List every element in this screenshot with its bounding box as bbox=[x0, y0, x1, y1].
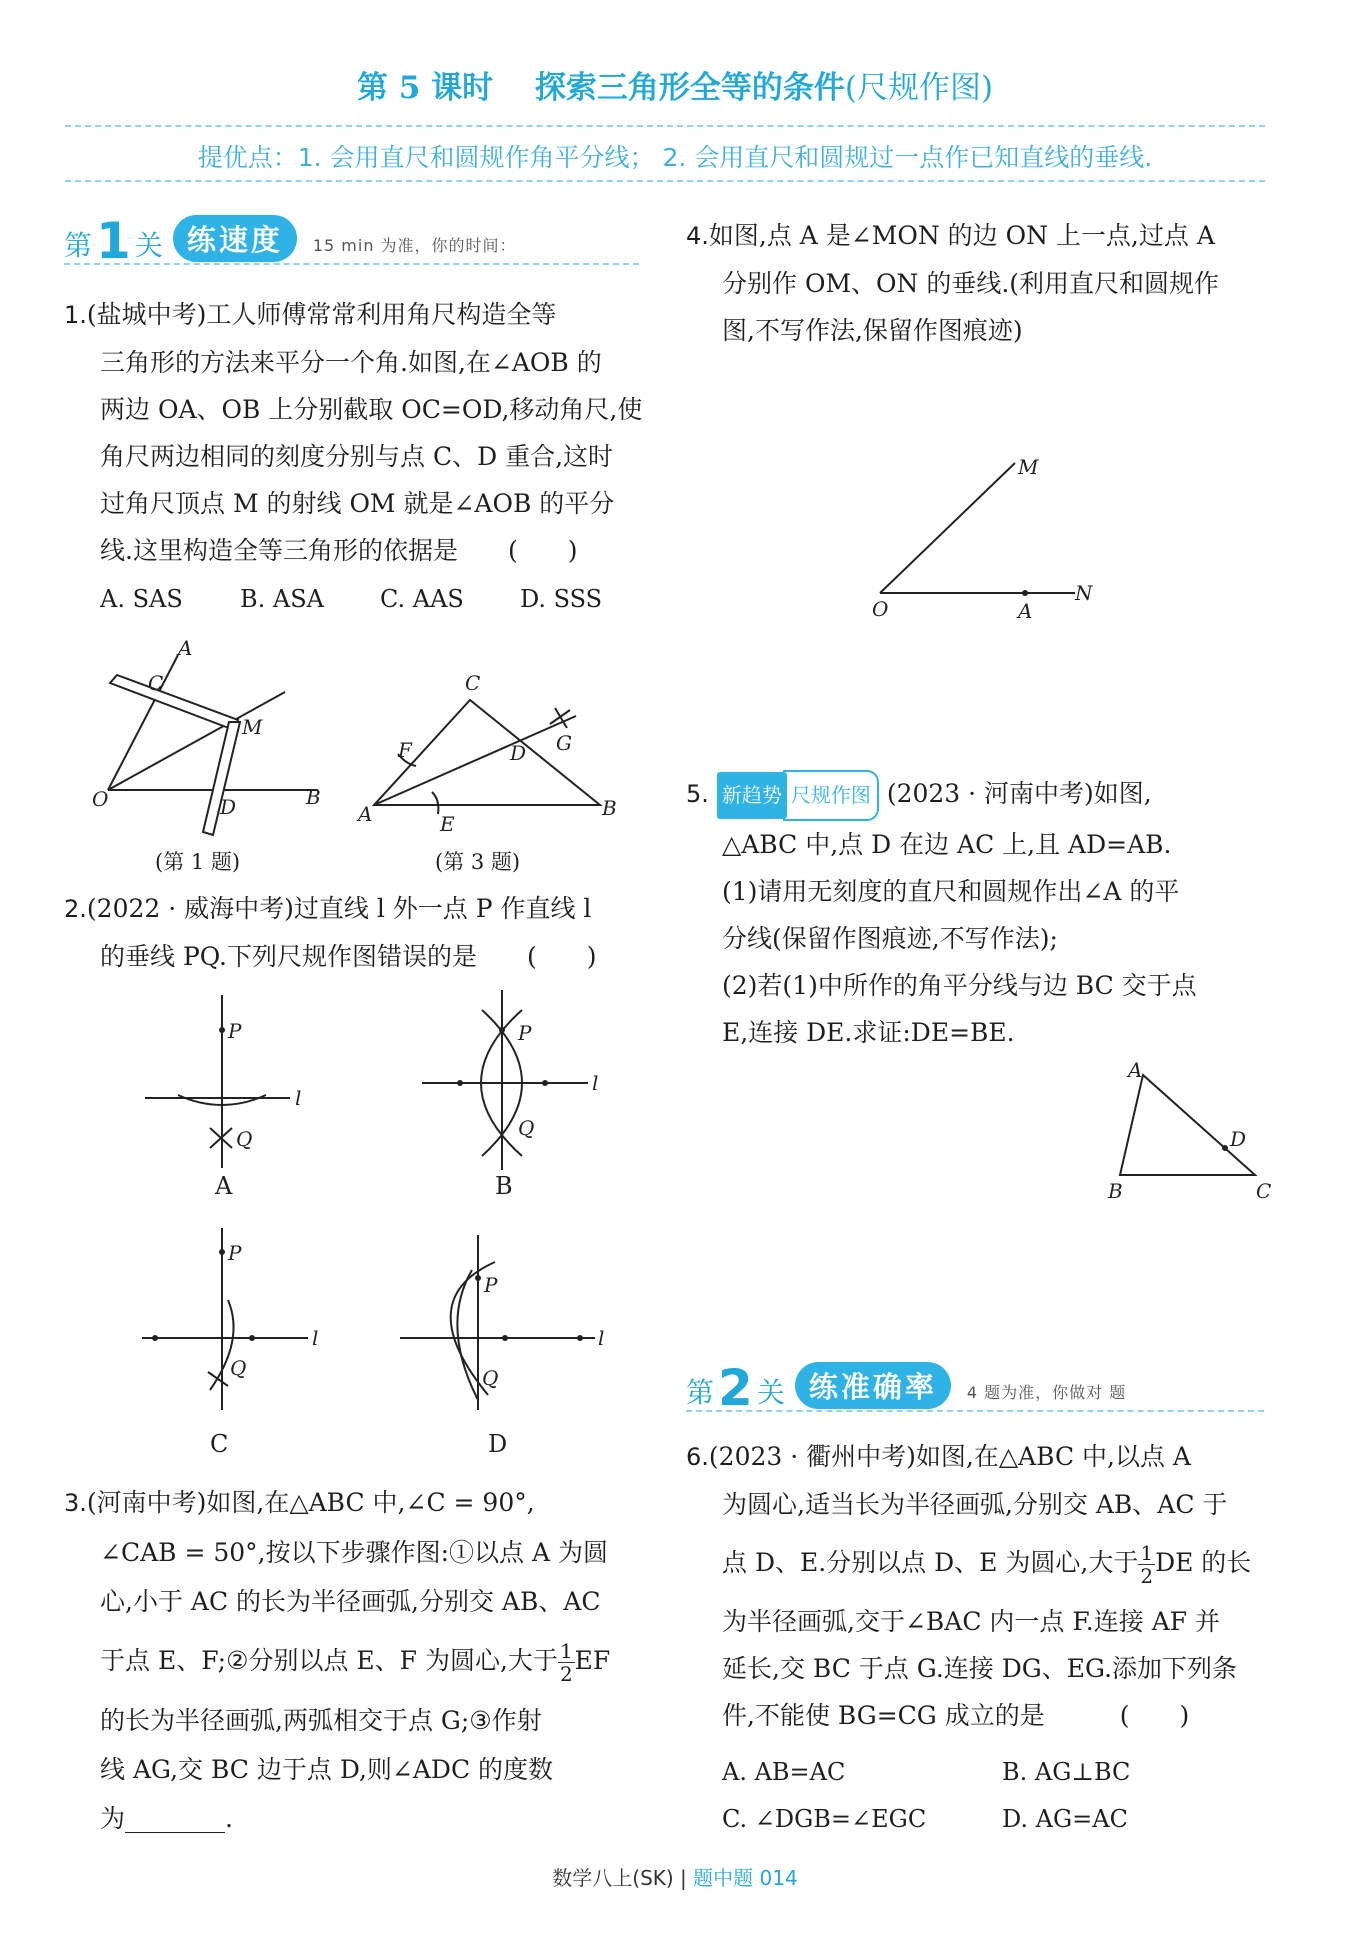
svg-text:M: M bbox=[1018, 455, 1039, 479]
svg-text:G: G bbox=[556, 731, 572, 755]
option-a[interactable]: A. SAS bbox=[100, 585, 183, 613]
svg-text:B: B bbox=[602, 796, 617, 820]
question-text-line: (盐城中考)工人师傅常常利用角尺构造全等 bbox=[86, 300, 557, 329]
text-segment: 于点 E、F;②分别以点 E、F 为圆心,大于 bbox=[100, 1646, 558, 1675]
option-d-label[interactable]: D bbox=[488, 1430, 508, 1458]
question-text-line: 如图,点 A 是∠MON 的边 ON 上一点,过点 A bbox=[708, 221, 1215, 250]
section-pill: 练准确率 bbox=[795, 1362, 951, 1409]
lesson-topic: 探索三角形全等的条件 bbox=[534, 70, 845, 106]
option-a[interactable]: A. AB=AC bbox=[722, 1758, 846, 1786]
text-segment: 点 D、E.分别以点 D、E 为圆心,大于 bbox=[722, 1548, 1139, 1577]
question-text-line: ∠CAB = 50°,按以下步骤作图:①以点 A 为圆 bbox=[100, 1538, 608, 1567]
svg-text:C: C bbox=[148, 671, 164, 695]
svg-text:P: P bbox=[228, 1241, 242, 1265]
question-text-line: (1)请用无刻度的直尺和圆规作出∠A 的平 bbox=[722, 877, 1180, 906]
lesson-number: 第 5 课时 bbox=[356, 70, 494, 106]
svg-text:P: P bbox=[484, 1273, 498, 1297]
fraction-denominator: 2 bbox=[559, 1662, 573, 1686]
option-c[interactable]: C. AAS bbox=[380, 585, 464, 613]
section-time-note: 15 min 为准，你的时间： bbox=[312, 236, 517, 255]
svg-text:l: l bbox=[598, 1326, 605, 1350]
svg-text:C: C bbox=[465, 671, 481, 695]
header-divider-top bbox=[65, 125, 1265, 127]
page-number: 014 bbox=[759, 1866, 798, 1890]
question-text-line: (2023 · 河南中考)如图, bbox=[886, 779, 1152, 808]
svg-text:A: A bbox=[1128, 1058, 1143, 1082]
question-text-line: 的长为半径画弧,两弧相交于点 G;③作射 bbox=[100, 1706, 542, 1735]
section-score-note: 4 题为准，你做对 题 bbox=[966, 1383, 1127, 1402]
question-text-line: (2022 · 威海中考)过直线 l 外一点 P 作直线 l bbox=[86, 894, 592, 923]
question-number: 3. bbox=[64, 1489, 87, 1517]
page-title bbox=[0, 62, 1350, 107]
svg-text:D: D bbox=[510, 741, 527, 765]
svg-text:F: F bbox=[398, 738, 412, 762]
question-text-line: 心,小于 AC 的长为半径画弧,分别交 AB、AC bbox=[100, 1587, 601, 1616]
question-text-line: 的垂线 PQ.下列尺规作图错误的是 ( ) bbox=[100, 942, 597, 971]
section-number: 1 bbox=[96, 212, 131, 270]
question-text-line: 件,不能使 BG=CG 成立的是 ( ) bbox=[722, 1701, 1190, 1730]
question-text-line: 线 AG,交 BC 边于点 D,则∠ADC 的度数 bbox=[100, 1755, 554, 1784]
fraction-half bbox=[1138, 1542, 1155, 1587]
question-text-line: 两边 OA、OB 上分别截取 OC=OD,移动角尺,使 bbox=[100, 395, 643, 424]
option-b[interactable]: B. ASA bbox=[240, 585, 324, 613]
question-number: 4. bbox=[686, 222, 709, 250]
question-number: 1. bbox=[64, 301, 87, 329]
fraction-numerator: 1 bbox=[559, 1639, 573, 1663]
svg-text:Q: Q bbox=[482, 1366, 499, 1390]
figure-3-caption: (第 3 题) bbox=[435, 850, 521, 874]
text-segment: DE 的长 bbox=[1155, 1548, 1252, 1577]
section-di: 第 bbox=[686, 1376, 715, 1409]
question-5 bbox=[686, 770, 1286, 1056]
section-2-header bbox=[686, 1359, 1127, 1417]
svg-text:D: D bbox=[1230, 1127, 1247, 1151]
question-number: 2. bbox=[64, 895, 87, 923]
question-2 bbox=[64, 885, 664, 980]
brand-name: 题中题 bbox=[693, 1866, 754, 1890]
section-pill: 练速度 bbox=[173, 215, 297, 262]
svg-text:Q: Q bbox=[230, 1356, 247, 1380]
question-number: 5. bbox=[686, 780, 709, 808]
book-name: 数学八上(SK) bbox=[552, 1866, 674, 1890]
question-text-line: E,连接 DE.求证:DE=BE. bbox=[722, 1018, 1015, 1047]
option-d[interactable]: D. AG=AC bbox=[1002, 1805, 1128, 1833]
svg-text:Q: Q bbox=[518, 1116, 535, 1140]
svg-text:A: A bbox=[178, 636, 193, 660]
svg-text:P: P bbox=[518, 1021, 532, 1045]
question-text-line: 为圆心,适当长为半径画弧,分别交 AB、AC 于 bbox=[722, 1490, 1228, 1519]
lesson-topic-paren: (尺规作图) bbox=[844, 70, 994, 106]
svg-text:N: N bbox=[1075, 581, 1093, 605]
question-text-line: 分别作 OM、ON 的垂线.(利用直尺和圆规作 bbox=[722, 269, 1220, 298]
option-c-label[interactable]: C bbox=[210, 1430, 229, 1458]
question-6 bbox=[686, 1433, 1286, 1739]
svg-text:l: l bbox=[312, 1326, 319, 1350]
section-1-header bbox=[64, 212, 517, 270]
svg-text:B: B bbox=[1108, 1179, 1123, 1203]
question-text-line bbox=[64, 1626, 664, 1696]
section-guan: 关 bbox=[134, 229, 163, 262]
question-text-line: 过角尺顶点 M 的射线 OM 就是∠AOB 的平分 bbox=[100, 489, 615, 518]
question-text-line bbox=[686, 1528, 1286, 1598]
option-d[interactable]: D. SSS bbox=[520, 585, 603, 613]
question-number: 6. bbox=[686, 1443, 709, 1471]
svg-text:O: O bbox=[92, 787, 109, 811]
section-number: 2 bbox=[718, 1359, 753, 1417]
question-text-line: △ABC 中,点 D 在边 AC 上,且 AD=AB. bbox=[722, 830, 1172, 859]
svg-text:M: M bbox=[242, 715, 263, 739]
question-text-line: 三角形的方法来平分一个角.如图,在∠AOB 的 bbox=[100, 348, 602, 377]
svg-text:O: O bbox=[872, 597, 889, 621]
header-divider-bottom bbox=[65, 180, 1265, 182]
lesson-goal: 提优点：1. 会用直尺和圆规作角平分线； 2. 会用直尺和圆规过一点作已知直线的垂线. bbox=[197, 143, 1153, 172]
question-text-line: (2)若(1)中所作的角平分线与边 BC 交于点 bbox=[722, 971, 1197, 1000]
option-a-label[interactable]: A bbox=[215, 1172, 233, 1200]
question-text-line: 分线(保留作图痕迹,不写作法); bbox=[722, 924, 1058, 953]
question-text-line: (2023 · 衢州中考)如图,在△ABC 中,以点 A bbox=[708, 1442, 1191, 1471]
option-c[interactable]: C. ∠DGB=∠EGC bbox=[722, 1805, 927, 1833]
svg-text:E: E bbox=[440, 812, 455, 836]
fraction-numerator: 1 bbox=[1140, 1541, 1154, 1565]
svg-text:C: C bbox=[1256, 1179, 1272, 1203]
figure-1-caption: (第 1 题) bbox=[155, 850, 241, 874]
question-text-line: 延长,交 BC 于点 G.连接 DG、EG.添加下列条 bbox=[722, 1654, 1238, 1683]
trend-tag: 新趋势 bbox=[717, 772, 787, 819]
section-1-divider bbox=[64, 263, 639, 265]
question-text-line: 图,不写作法,保留作图痕迹) bbox=[722, 316, 1023, 345]
section-2-divider bbox=[686, 1410, 1264, 1412]
topic-tag: 尺规作图 bbox=[783, 770, 879, 821]
svg-text:P: P bbox=[228, 1019, 242, 1043]
option-b-label[interactable]: B bbox=[495, 1172, 513, 1200]
question-text-line: 角尺两边相同的刻度分别与点 C、D 重合,这时 bbox=[100, 442, 614, 471]
question-text-line: 线.这里构造全等三角形的依据是 ( ) bbox=[100, 536, 578, 565]
question-text-line: 为半径画弧,交于∠BAC 内一点 F.连接 AF 并 bbox=[722, 1607, 1221, 1636]
answer-blank[interactable]: 为________. bbox=[100, 1804, 233, 1833]
section-guan: 关 bbox=[756, 1376, 785, 1409]
page-footer: 数学八上(SK) | 题中题 014 bbox=[552, 1866, 798, 1890]
svg-text:l: l bbox=[295, 1086, 302, 1110]
question-3 bbox=[64, 1478, 664, 1843]
option-b[interactable]: B. AG⊥BC bbox=[1002, 1758, 1131, 1786]
svg-text:l: l bbox=[592, 1071, 599, 1095]
question-1 bbox=[64, 291, 664, 574]
svg-text:B: B bbox=[306, 785, 321, 809]
fraction-denominator: 2 bbox=[1140, 1564, 1154, 1588]
question-4 bbox=[686, 212, 1286, 354]
svg-text:Q: Q bbox=[236, 1127, 253, 1151]
fraction-half bbox=[558, 1640, 575, 1685]
svg-text:A: A bbox=[1018, 599, 1033, 623]
svg-text:A: A bbox=[358, 802, 373, 826]
section-di: 第 bbox=[64, 229, 93, 262]
question-text-line: (河南中考)如图,在△ABC 中,∠C = 90°, bbox=[86, 1488, 535, 1517]
svg-text:D: D bbox=[220, 795, 237, 819]
text-segment: EF bbox=[574, 1646, 611, 1675]
